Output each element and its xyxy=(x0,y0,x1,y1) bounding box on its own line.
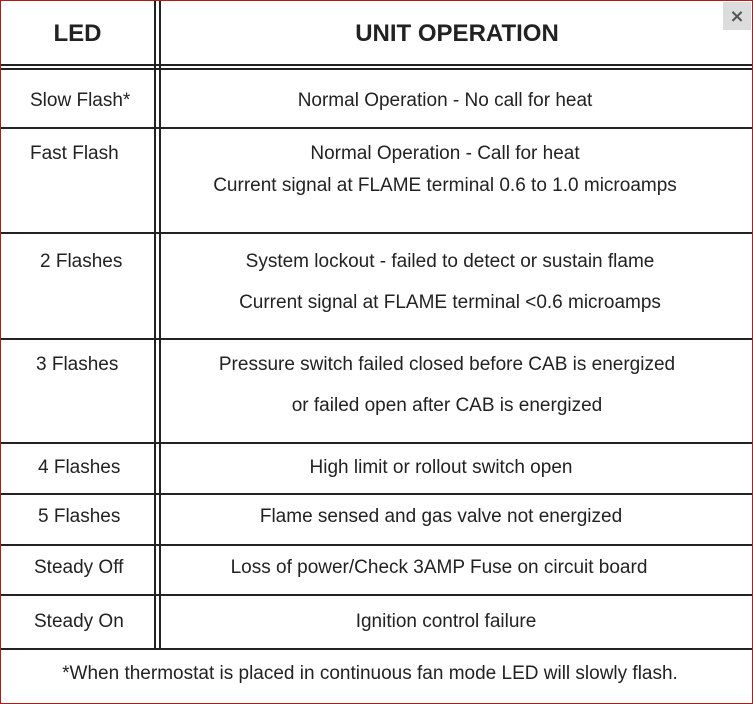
header-divider xyxy=(1,68,752,70)
operation-text: or failed open after CAB is energized xyxy=(291,395,603,416)
led-code: Fast Flash xyxy=(30,143,119,164)
operation-text: Pressure switch failed closed before CAB is energized xyxy=(218,354,676,375)
operation-text: System lockout - failed to detect or sustain flame xyxy=(245,251,655,272)
header-divider xyxy=(1,64,752,66)
row-divider xyxy=(1,544,752,546)
operation-text: Ignition control failure xyxy=(355,611,537,632)
led-code: 4 Flashes xyxy=(38,457,121,478)
led-code: 5 Flashes xyxy=(38,506,121,527)
row-divider xyxy=(1,442,752,444)
row-divider xyxy=(1,338,752,340)
led-column-header: LED xyxy=(53,20,102,47)
operation-text: Flame sensed and gas valve not energized xyxy=(259,506,623,527)
operation-column-header: UNIT OPERATION xyxy=(355,20,559,47)
row-divider xyxy=(1,232,752,234)
operation-text: Normal Operation - No call for heat xyxy=(297,90,593,111)
led-code: Slow Flash* xyxy=(30,90,131,111)
led-code: 3 Flashes xyxy=(36,354,119,375)
row-divider xyxy=(1,127,752,129)
row-divider xyxy=(1,493,752,495)
operation-text: High limit or rollout switch open xyxy=(309,457,573,478)
operation-text: Normal Operation - Call for heat xyxy=(310,143,580,164)
operation-text: Loss of power/Check 3AMP Fuse on circuit board xyxy=(230,557,648,578)
operation-text: Current signal at FLAME terminal <0.6 microamps xyxy=(239,292,661,313)
row-divider xyxy=(1,594,752,596)
close-icon[interactable]: × xyxy=(723,2,751,30)
operation-text: Current signal at FLAME terminal 0.6 to 1.0 microamps xyxy=(213,175,677,196)
led-code: Steady On xyxy=(34,611,124,632)
row-divider xyxy=(1,648,752,650)
led-code: 2 Flashes xyxy=(40,251,123,272)
led-code: Steady Off xyxy=(34,557,124,578)
footnote: *When thermostat is placed in continuous fan mode LED will slowly flash. xyxy=(62,663,678,684)
